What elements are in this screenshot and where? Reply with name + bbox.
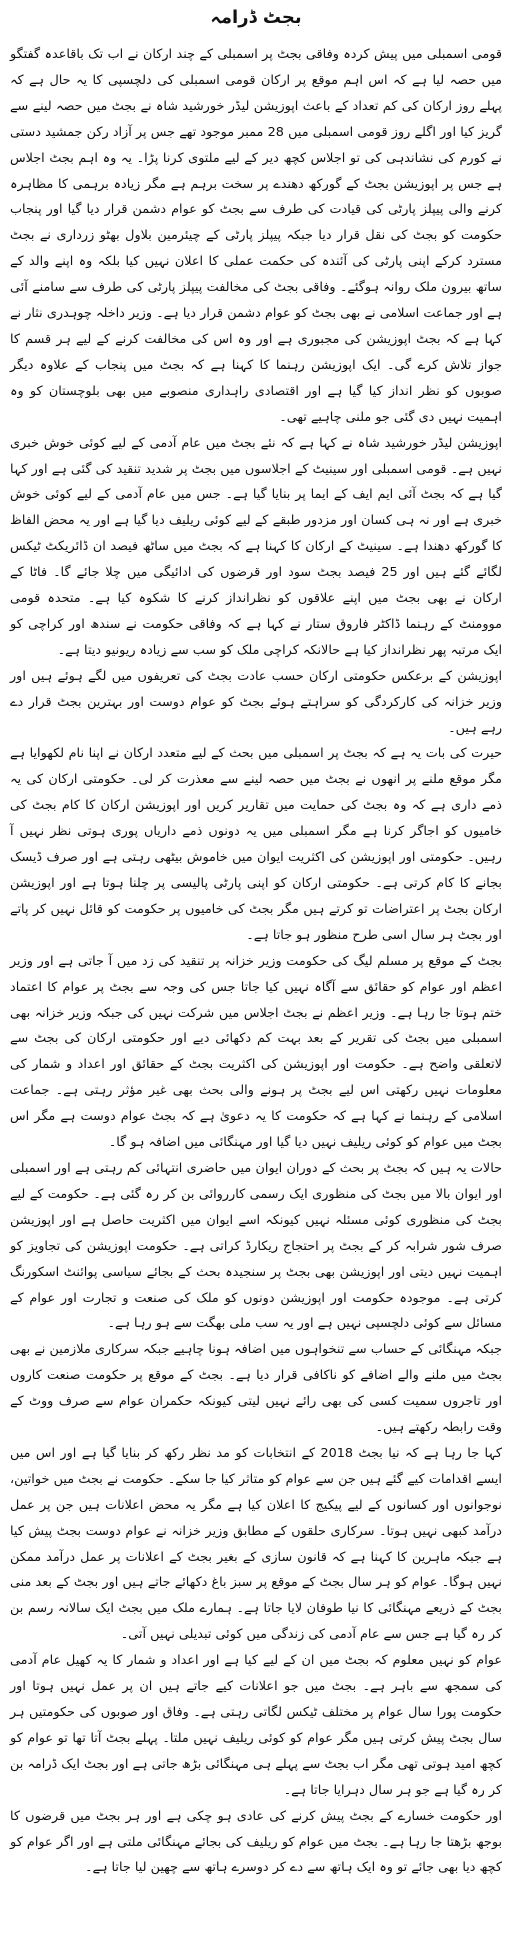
paragraph-3: اپوزیشن کے برعکس حکومتی ارکان حسب عادت بجٹ کی تعریفوں میں لگے ہوئے ہیں اور وزیر خزانہ کی کارکردگی کو سراہتے ہوئے بجٹ کو عوام دوست اور بہترین بجٹ قرار دے رہے ہیں۔ [10, 668, 502, 736]
article-title: بجٹ ڈرامہ [210, 7, 302, 28]
paragraph-7: جبکہ مہنگائی کے حساب سے تنخواہوں میں اضافہ ہونا چاہیے جبکہ سرکاری ملازمین نے بھی بجٹ میں ملنے والے اضافے کو ناکافی قرار دیا ہے۔ بجٹ کے موقع پر حکومت صنعت کاروں اور تاجروں سمیت کسی کی بھی رائے نہیں لیتی کیونکہ حکمران عوام سے صرف ووٹ کے وقت رابطہ رکھتے ہیں۔ [10, 1342, 502, 1436]
paragraph-8: کہا جا رہا ہے کہ نیا بجٹ 2018 کے انتخابات کو مد نظر رکھ کر بنایا گیا ہے اور اس میں ایسے اقدامات کیے گئے ہیں جن سے عوام کو متاثر کیا جا سکے۔ حکومت نے بجٹ میں خواتین، نوجوانوں اور کسانوں کے لیے پیکیج کا اعلان کیا ہے مگر یہ محض اعلانات ہیں جن پر عمل درآمد کبھی نہیں ہوتا۔ سرکاری حلقوں کے مطابق وزیر خزانہ نے عوام دوست بجٹ پیش کیا ہے جبکہ ماہرین کا کہنا ہے کہ قانون سازی کے بغیر بجٹ کے اعلانات پر عمل درآمد ممکن نہیں ہوگا۔ عوام کو ہر سال بجٹ کے موقع پر سبز باغ دکھائے جاتے ہیں اور بجٹ کے بعد منی بجٹ کے ذریعے مہنگائی کا نیا طوفان لایا جاتا ہے۔ ہمارے ملک میں بجٹ ایک سالانہ رسم بن کر رہ گیا ہے جس سے عام آدمی کی زندگی میں کوئی تبدیلی نہیں آتی۔ [10, 1445, 502, 1643]
paragraph-4: حیرت کی بات یہ ہے کہ بجٹ پر اسمبلی میں بحث کے لیے متعدد ارکان نے اپنا نام لکھوایا ہے مگر موقع ملنے پر انھوں نے بجٹ میں حصہ لینے سے معذرت کر لی۔ حکومتی ارکان کی یہ ذمے داری ہے کہ وہ بجٹ کی حمایت میں تقاریر کریں اور اپوزیشن ارکان کا کام بجٹ کی خامیوں کو اجاگر کرنا ہے مگر اسمبلی میں یہ دونوں ذمے داریاں پوری ہوتی نظر نہیں آ رہیں۔ حکومتی اور اپوزیشن کی اکثریت ایوان میں خاموش بیٹھی رہتی ہے اور صرف ڈیسک بجانے کا کام کرتی ہے۔ حکومتی ارکان کو اپنی پارٹی پالیسی پر چلنا ہوتا ہے اور اپوزیشن ارکان بجٹ پر اعتراضات تو کرتے ہیں مگر بجٹ کی خامیوں پر حکومت کو قائل نہیں کر پاتے اور بجٹ ہر سال اسی طرح منظور ہو جاتا ہے۔ [10, 746, 502, 943]
paragraph-6: حالات یہ ہیں کہ بجٹ پر بحث کے دوران ایوان میں حاضری انتہائی کم رہتی ہے اور اسمبلی اور ایوان بالا میں بجٹ کی منظوری ایک رسمی کارروائی بن کر رہ گئی ہے۔ حکومت کے لیے بجٹ کی منظوری کوئی مسئلہ نہیں کیونکہ اسے ایوان میں اکثریت حاصل ہے اور اپوزیشن صرف شور شرابہ کر کے بجٹ پر احتجاج ریکارڈ کراتی ہے۔ حکومت اپوزیشن کی تجاویز کو اہمیت نہیں دیتی اور اپوزیشن بھی بجٹ پر سنجیدہ بحث کے بجائے سیاسی پوائنٹ اسکورنگ کرتی ہے۔ موجودہ حکومت اور اپوزیشن دونوں کو ملک کی صنعت و تجارت اور عوام کے مسائل سے کوئی دلچسپی نہیں ہے اور یہ سب ملی بھگت سے ہو رہا ہے۔ [10, 1160, 502, 1332]
paragraph-5: بجٹ کے موقع پر مسلم لیگ کی حکومت وزیر خزانہ پر تنقید کی زد میں آ جاتی ہے اور وزیر اعظم اور عوام کو حقائق سے آگاہ نہیں کیا جاتا جس کی وجہ سے بجٹ پر عوام کا اعتماد ختم ہوتا جا رہا ہے۔ وزیر اعظم نے بجٹ اجلاس میں شرکت نہیں کی جبکہ وزیر خزانہ بھی اسمبلی میں بجٹ کی تقریر کے بعد بہت کم دکھائی دیے اور حکومتی ارکان کی بجٹ سے لاتعلقی واضح ہے۔ حکومت اور اپوزیشن کی اکثریت بجٹ کے حقائق اور اعداد و شمار کی معلومات نہیں رکھتی اس لیے بجٹ پر ہونے والی بحث بھی غیر مؤثر رہتی ہے۔ جماعت اسلامی کے رہنما نے کہا ہے کہ حکومت کا یہ دعویٰ ہے کہ بجٹ عوام دوست ہے مگر اس بجٹ میں عوام کو کوئی ریلیف نہیں دیا گیا اور مہنگائی میں اضافہ ہو گا۔ [10, 953, 502, 1151]
paragraph-10: اور حکومت خسارے کے بجٹ پیش کرنے کی عادی ہو چکی ہے اور ہر بجٹ میں قرضوں کا بوجھ بڑھتا جا رہا ہے۔ بجٹ میں عوام کو ریلیف کی بجائے مہنگائی ملتی ہے اور اگر عوام کو کچھ دیا بھی جائے تو وہ ایک ہاتھ سے دے کر دوسرے ہاتھ سے چھین لیا جاتا ہے۔ [10, 1808, 502, 1876]
paragraph-9: عوام کو نہیں معلوم کہ بجٹ میں ان کے لیے کیا ہے اور اعداد و شمار کا یہ کھیل عام آدمی کی سمجھ سے باہر ہے۔ بجٹ میں جو اعلانات کیے جاتے ہیں ان پر عمل نہیں ہوتا اور حکومت پورا سال عوام پر مختلف ٹیکس لگاتی رہتی ہے۔ وفاق اور صوبوں کی حکومتیں ہر سال بجٹ پیش کرتی ہیں مگر عوام کو کوئی ریلیف نہیں ملتا۔ پہلے بجٹ آتا تھا تو عوام کو کچھ امید ہوتی تھی مگر اب بجٹ سے پہلے ہی مہنگائی بڑھ جاتی ہے اور بجٹ ایک ڈرامہ بن کر رہ گیا ہے جو ہر سال دہرایا جاتا ہے۔ [10, 1653, 502, 1798]
paragraph-1: قومی اسمبلی میں پیش کردہ وفاقی بجٹ پر اسمبلی کے چند ارکان نے اب تک باقاعدہ گفتگو میں حصہ لیا ہے کہ اس اہم موقع پر ارکان قومی اسمبلی کی دلچسپی کا یہ حال ہے کہ پہلے روز ارکان کی کم تعداد کے باعث اپوزیشن لیڈر خورشید شاہ نے بجٹ میں حصہ لینے سے گریز کیا اور اگلے روز قومی اسمبلی میں 28 ممبر موجود تھے جس پر آزاد رکن جمشید دستی نے کورم کی نشاندہی کی تو اجلاس کچھ دیر کے لیے ملتوی کرنا پڑا۔ یہ وہ اہم بجٹ اجلاس ہے جس پر اپوزیشن بجٹ کے گورکھ دھندے پر سخت برہم ہے مگر زیادہ برہمی کا مظاہرہ کرنے والی پیپلز پارٹی کی قیادت کی طرف سے بجٹ کو عوام دشمن قرار دیا گیا اور پنجاب حکومت کو بجٹ کی نقل قرار دیا جبکہ پیپلز پارٹی کے چیئرمین بلاول بھٹو زرداری نے بجٹ مسترد کرکے اپنی پارٹی کی آئندہ کی حکمت عملی کا اعلان نہیں کیا بلکہ وہ اپنے والد کے ساتھ بیرون ملک روانہ ہوگئے۔ وفاقی بجٹ کی مخالفت پیپلز پارٹی کی طرف سے سامنے آئی ہے اور جماعت اسلامی نے بھی بجٹ کو عوام دشمن قرار دیا ہے۔ وزیر داخلہ چوہدری نثار نے کہا ہے کہ بجٹ اپوزیشن کی مجبوری ہے اور وہ اس کی مخالفت کرنے کے لیے ہر قسم کا جواز تلاش کرے گی۔ ایک اپوزیشن رہنما کا کہنا ہے کہ بجٹ میں پنجاب کے علاوہ دیگر صوبوں کو نظر انداز کیا گیا ہے اور اقتصادی راہداری منصوبے میں بھی بلوچستان کو وہ اہمیت نہیں دی گئی جو ملنی چاہیے تھی۔ [10, 47, 503, 425]
paragraph-2: اپوزیشن لیڈر خورشید شاہ نے کہا ہے کہ نئے بجٹ میں عام آدمی کے لیے کوئی خوش خبری نہیں ہے۔ قومی اسمبلی اور سینیٹ کے اجلاسوں میں بجٹ پر شدید تنقید کی گئی ہے اور کہا گیا ہے کہ بجٹ آئی ایم ایف کے ایما پر بنایا گیا ہے۔ جس میں عام آدمی کے لیے کوئی خوش خبری ہے اور نہ ہی کسان اور مزدور طبقے کے لیے کوئی ریلیف دیا گیا ہے اور یہ محض الفاظ کا گورکھ دھندا ہے۔ سینیٹ کے ارکان کا کہنا ہے کہ بجٹ میں ساٹھ فیصد ان ڈائریکٹ ٹیکس لگائے گئے ہیں اور 25 فیصد بجٹ سود اور قرضوں کی ادائیگی میں چلا جائے گا۔ فاٹا کے ارکان نے بھی بجٹ میں اپنے علاقوں کو نظرانداز کرنے کا شکوہ کیا ہے۔ متحدہ قومی موومنٹ کے رہنما ڈاکٹر فاروق ستار نے کہا ہے کہ وفاقی حکومت نے سندھ اور کراچی کو ایک مرتبہ پھر نظرانداز کیا ہے حالانکہ کراچی ملک کو سب سے زیادہ ریونیو دیتا ہے۔ [10, 435, 502, 658]
article-body [10, 42, 502, 1881]
